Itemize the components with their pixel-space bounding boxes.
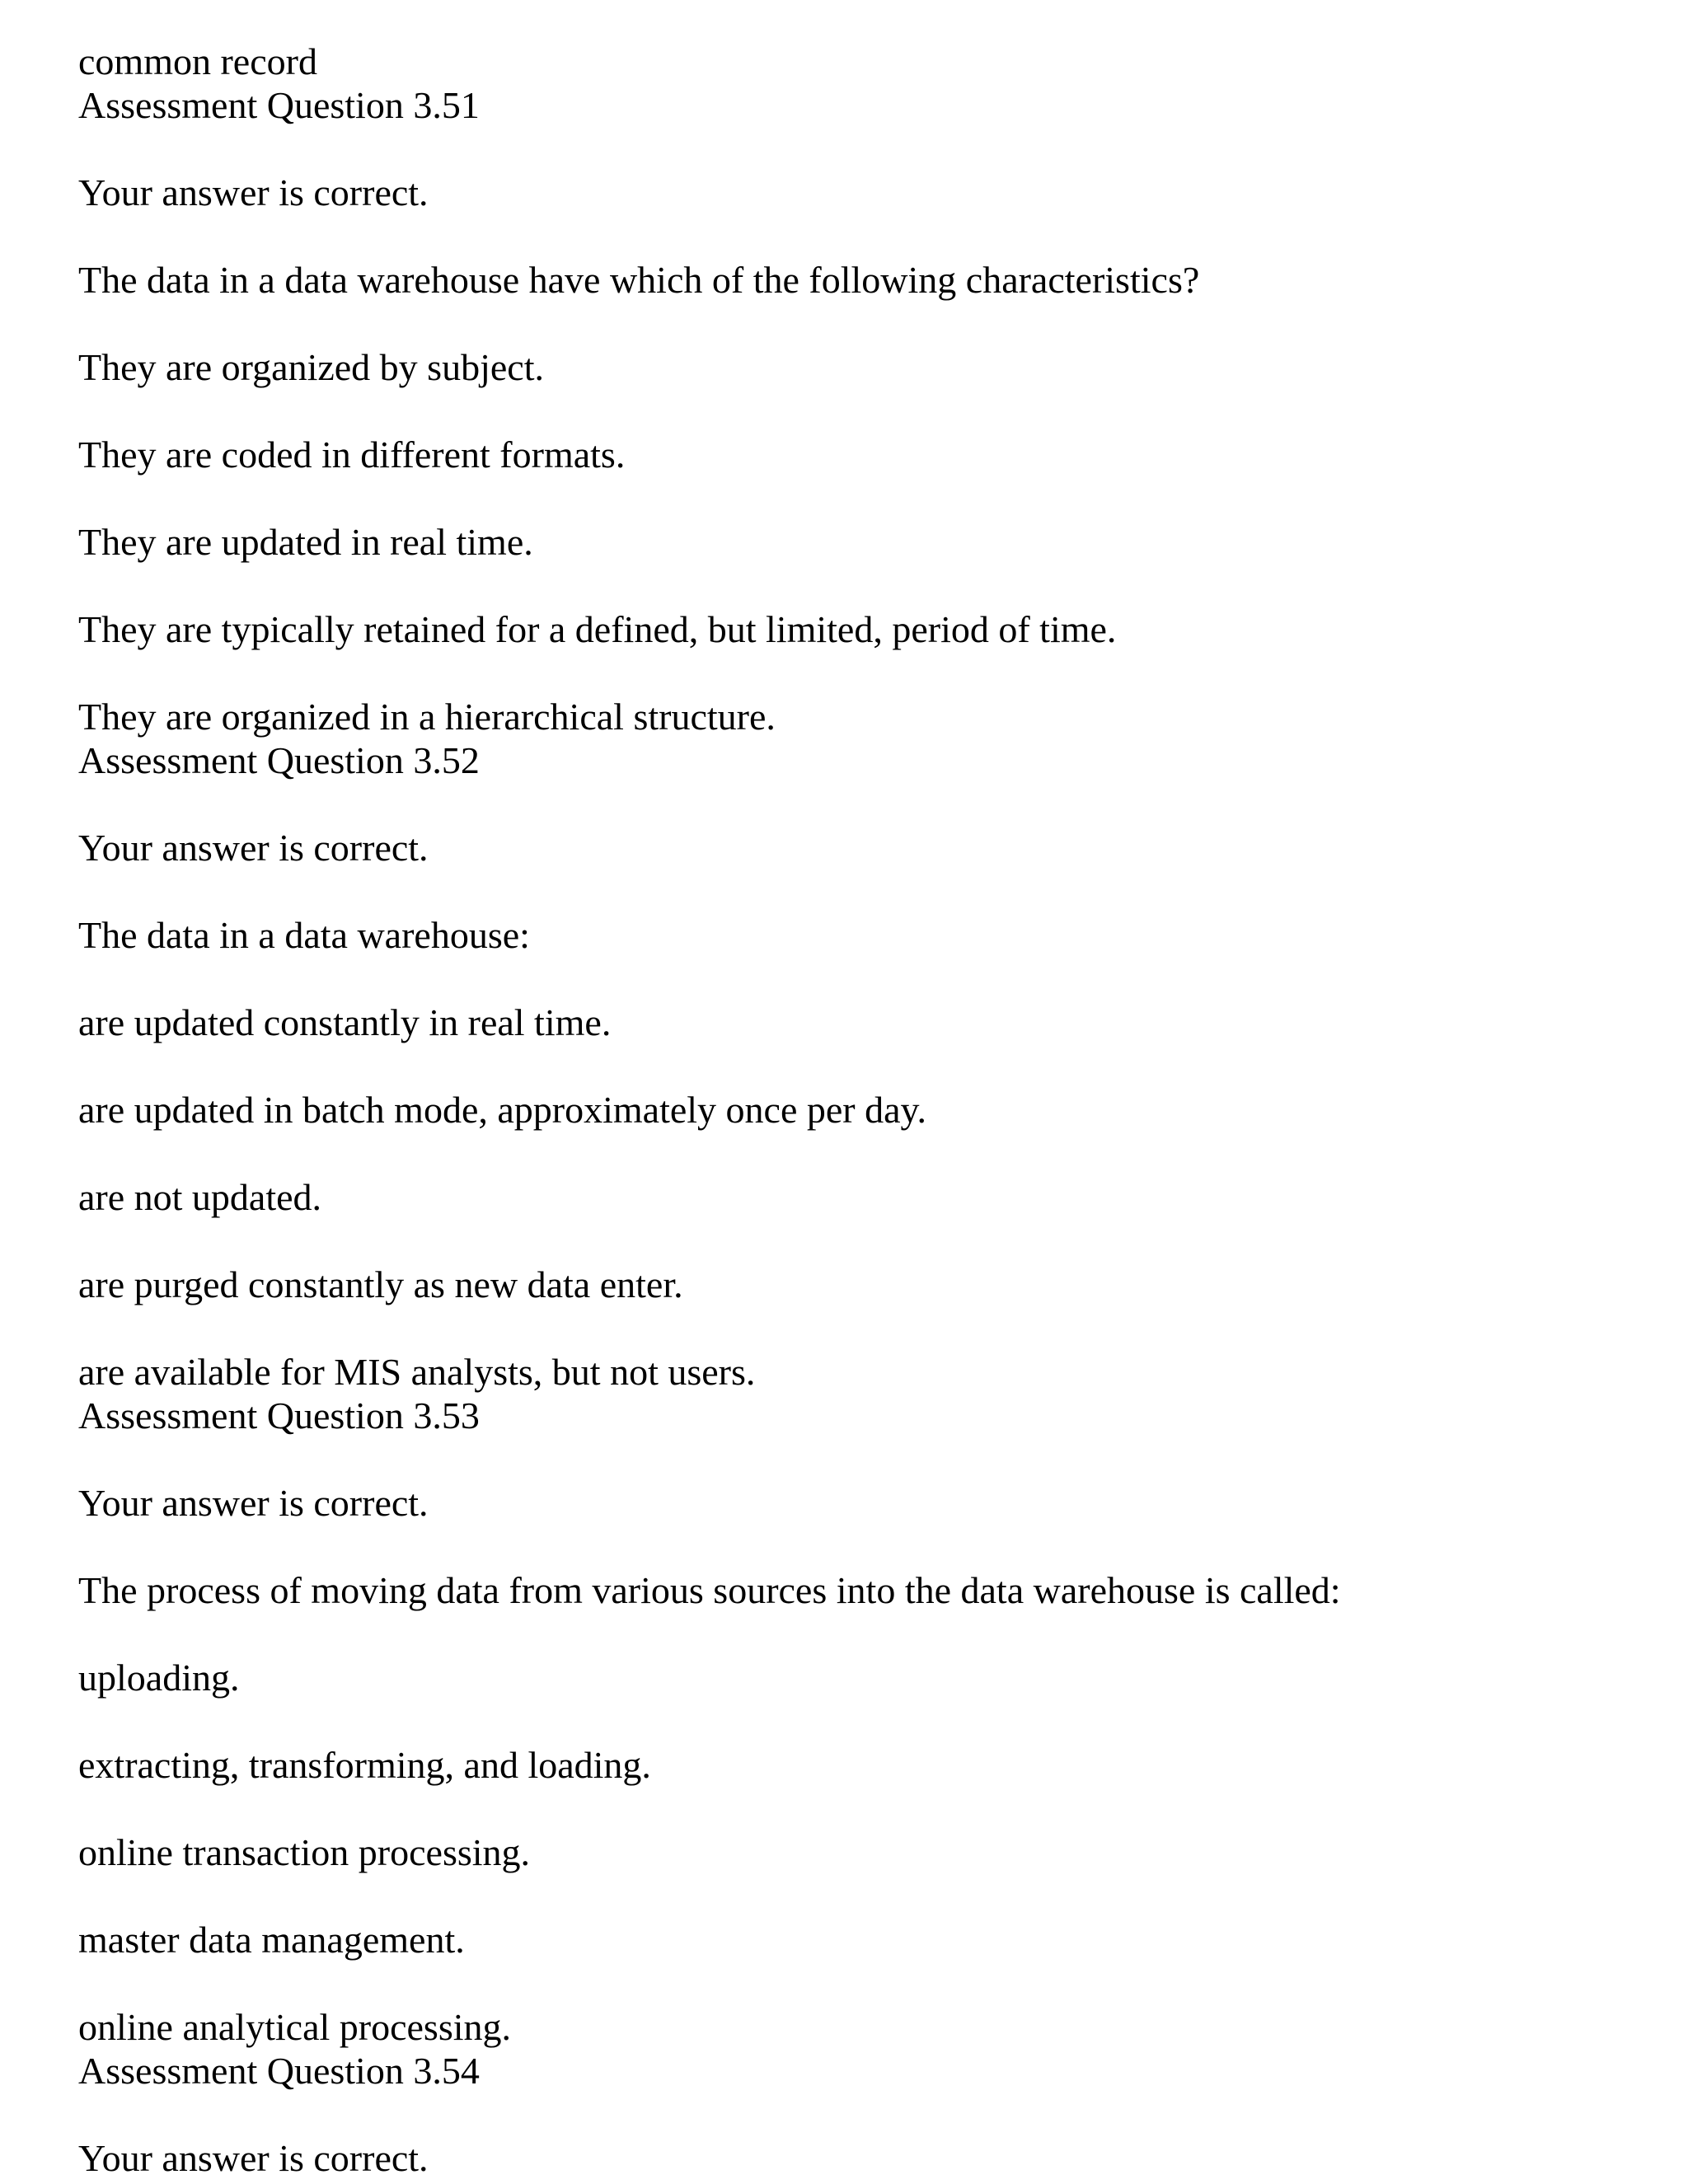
question-block	[78, 2049, 1644, 2180]
answer-option: They are organized by subject.	[78, 346, 544, 388]
document-page	[78, 40, 1644, 2180]
answer-option: They are typically retained for a defined, but limited, period of time.	[78, 608, 1117, 650]
answer-option: They are organized in a hierarchical structure.	[78, 696, 776, 738]
question-prompt: The data in a data warehouse:	[78, 914, 530, 956]
question-prompt: The data in a data warehouse have which of the following characteristics?	[78, 259, 1200, 301]
previous-answer-tail: common record	[78, 40, 317, 82]
answer-option: are available for MIS analysts, but not users.	[78, 1351, 756, 1393]
answer-option: extracting, transforming, and loading.	[78, 1744, 651, 1786]
question-heading: Assessment Question 3.53	[78, 1394, 480, 1436]
answer-feedback: Your answer is correct.	[78, 2137, 429, 2179]
answer-option: master data management.	[78, 1919, 465, 1961]
question-heading: Assessment Question 3.51	[78, 84, 480, 126]
answer-option: They are updated in real time.	[78, 521, 533, 563]
question-heading: Assessment Question 3.54	[78, 2050, 480, 2092]
answer-option: are not updated.	[78, 1176, 322, 1218]
question-prompt: The process of moving data from various sources into the data warehouse is called:	[78, 1569, 1341, 1611]
answer-feedback: Your answer is correct.	[78, 827, 429, 869]
answer-option: online analytical processing.	[78, 2006, 512, 2048]
answer-option: They are coded in different formats.	[78, 434, 626, 476]
answer-option: online transaction processing.	[78, 1831, 531, 1873]
answer-feedback: Your answer is correct.	[78, 171, 429, 213]
answer-option: uploading.	[78, 1657, 240, 1699]
answer-option: are updated in batch mode, approximately once per day.	[78, 1089, 927, 1131]
answer-option: are updated constantly in real time.	[78, 1001, 612, 1043]
answer-feedback: Your answer is correct.	[78, 1482, 429, 1524]
question-block	[78, 1394, 1644, 2049]
answer-option: are purged constantly as new data enter.	[78, 1263, 683, 1305]
question-block	[78, 738, 1644, 1394]
question-block	[78, 83, 1644, 738]
question-heading: Assessment Question 3.52	[78, 739, 480, 781]
